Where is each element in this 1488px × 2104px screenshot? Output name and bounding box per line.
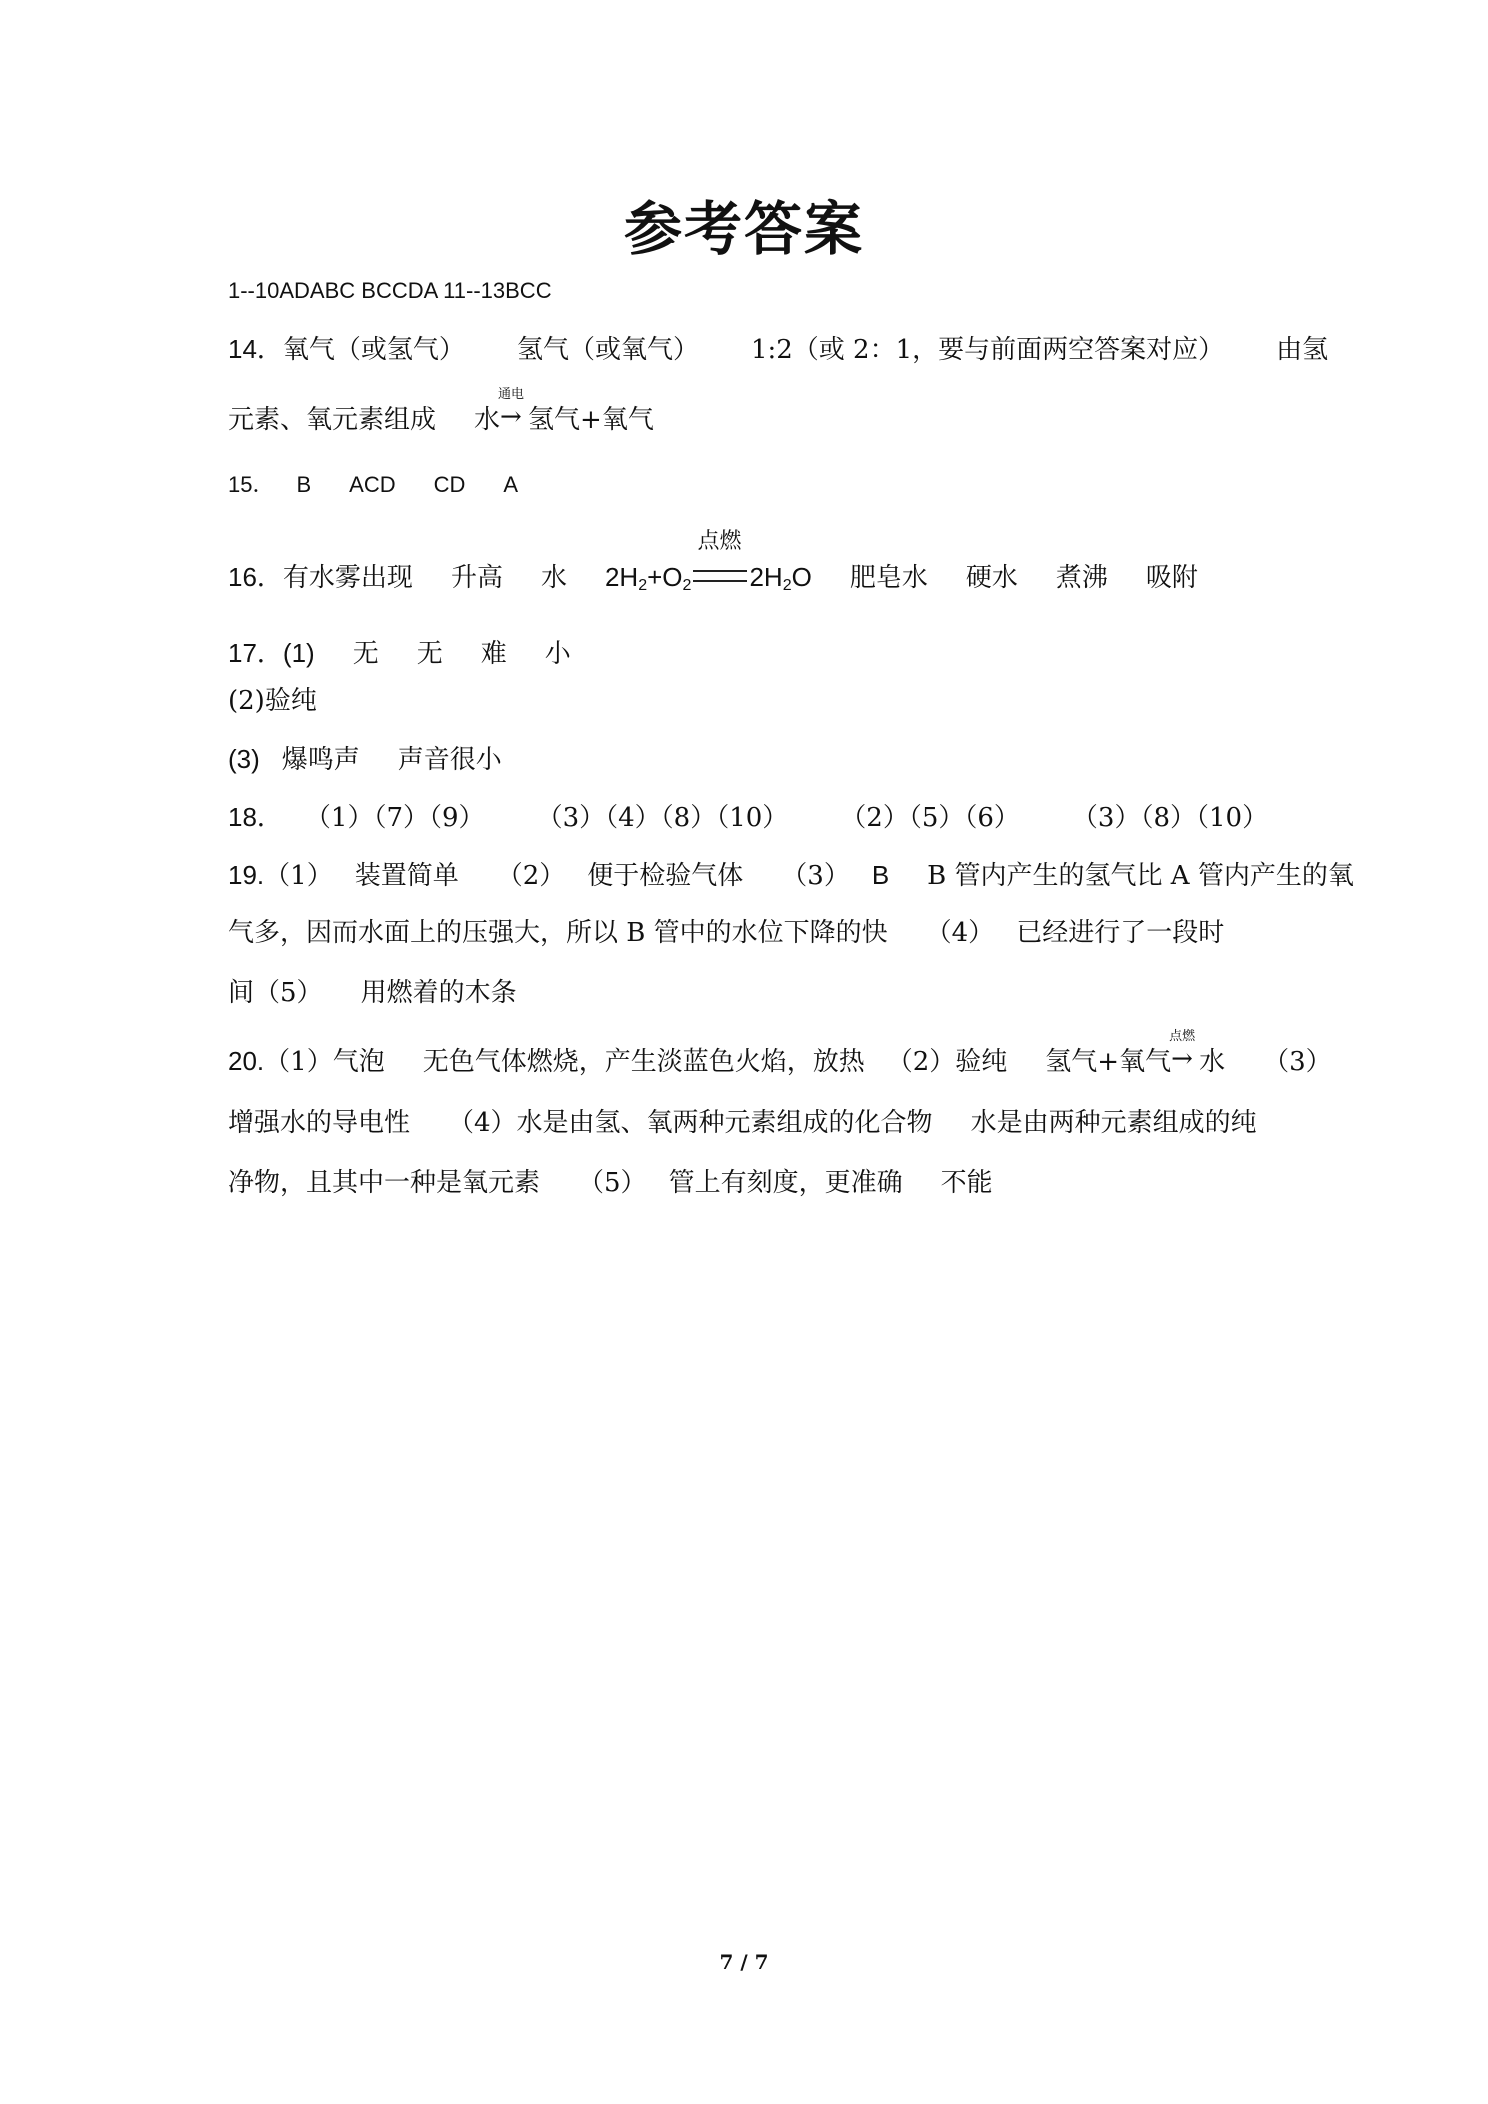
q20-answer-4b-cont: 净物，且其中一种是氧元素 (228, 1168, 541, 1198)
q14-eq-lhs: 水 (474, 405, 501, 435)
q17-number: 17． (228, 638, 283, 668)
q14-eq-condition: 通电 (498, 387, 525, 402)
q19-answer-4-cont: 间 (228, 978, 255, 1008)
q15-answer-4: A (503, 472, 519, 497)
q17-part3-label: (3) (228, 744, 260, 774)
q15-answer-3: CD (433, 472, 466, 497)
q17-answer-4: 小 (544, 639, 571, 669)
q16-eq-lhs-sub2: 2 (682, 577, 692, 594)
q19-part4-label: （4） (925, 918, 995, 948)
q16-answer-8: 吸附 (1145, 563, 1198, 593)
q20-part3-label: （3） (1263, 1047, 1332, 1077)
equals-icon (693, 570, 747, 582)
q16-eq-rhs-part2: O (791, 562, 812, 592)
q20-line-1 (228, 1029, 1332, 1077)
q20-answer-4: （4）水是由氢、氧两种元素组成的化合物 (448, 1108, 933, 1138)
q20-answer-6: 不能 (940, 1168, 993, 1198)
q20-answer-2: 验纯 (955, 1047, 1008, 1077)
q17-answer-3: 难 (480, 639, 507, 669)
q14-answer-3: 1:2（或 2：1，要与前面两空答案对应） (750, 335, 1225, 365)
q14-answer-4-cont: 元素、氧元素组成 (228, 405, 437, 435)
q18-answer-4: （3）（8）（10） (1071, 803, 1269, 833)
q20-part5-label: （5） (578, 1168, 647, 1198)
q16-eq-rhs-part1: 2H (749, 562, 783, 592)
q17-answer-2: 无 (416, 639, 443, 669)
q19-part3-label: （3） (781, 861, 850, 891)
q16-answer-7: 煮沸 (1055, 563, 1108, 593)
q20-line-3 (228, 1170, 993, 1196)
q20-answer-3: 增强水的导电性 (228, 1108, 411, 1138)
q18-answer-2: （3）（4）（8）（10） (536, 803, 789, 833)
arrow-icon: → (500, 402, 522, 432)
q18-answer-1: （1）（7）（9） (304, 803, 485, 833)
q20-line-2 (228, 1110, 1257, 1136)
q16-answer-6: 硬水 (965, 563, 1018, 593)
q14-answer-4-start: 由氢 (1276, 335, 1329, 365)
q18-number: 18． (228, 802, 283, 832)
mc-answers-line: 1--10ADABC BCCDA 11--13BCC (228, 278, 552, 303)
q20-answer-4b: 水是由两种元素组成的纯 (970, 1108, 1257, 1138)
q19-answer-3-reason: B 管内产生的氢气比 A 管内产生的氧 (927, 861, 1354, 891)
q19-number: 19. (228, 860, 265, 890)
q19-part5-label: （5） (254, 978, 323, 1008)
q16-eq-lhs-part1: 2H (604, 562, 639, 592)
q19-line-1 (228, 862, 1354, 889)
q19-answer-2: 便于检验气体 (587, 861, 744, 891)
q20-answer-1b: 无色气体燃烧，产生淡蓝色火焰，放热 (422, 1047, 865, 1077)
q19-part2-label: （2） (496, 861, 566, 891)
page-number: 7 / 7 (719, 1950, 769, 1974)
q17-part1-label: (1) (282, 638, 315, 668)
q15-answer-1: B (296, 472, 312, 497)
q17-part3-answer-2: 声音很小 (397, 745, 502, 775)
q16-answer-2: 升高 (450, 563, 503, 593)
q16-answer-1: 有水雾出现 (282, 563, 413, 593)
q20-eq-condition: 点燃 (1169, 1029, 1196, 1044)
q19-answer-4: 已经进行了一段时 (1016, 918, 1225, 948)
q16-eq-lhs-sub1: 2 (638, 577, 648, 594)
q20-part1: （1）气泡 (264, 1047, 385, 1077)
q20-eq-lhs: 氢气+氧气 (1045, 1047, 1172, 1077)
q14-eq-rhs: 氢气+氧气 (528, 405, 654, 435)
q14-reaction-arrow (498, 387, 528, 432)
q14-line-2 (228, 387, 654, 435)
q18-answer-3: （2）（5）（6） (840, 803, 1020, 833)
q14-number: 14． (228, 334, 283, 364)
q20-eq-rhs: 水 (1199, 1047, 1226, 1077)
q15-line (228, 474, 518, 496)
q17-line-2: (2)验纯 (228, 686, 317, 716)
q16-answer-3: 水 (540, 563, 567, 593)
q15-number: 15． (228, 472, 275, 497)
q16-answer-5: 肥皂水 (849, 563, 928, 593)
q19-part1-label: （1） (264, 861, 333, 891)
q19-answer-5: 用燃着的木条 (360, 978, 517, 1008)
q14-answer-1: 氧气（或氢气） (282, 335, 465, 365)
q16-reaction-equals (691, 528, 749, 588)
q20-part2-label: （2） (886, 1047, 956, 1077)
q17-part3-answer-1: 爆鸣声 (281, 745, 360, 775)
q19-reason-cont: 气多，因而水面上的压强大，所以 B 管中的水位下降的快 (228, 918, 888, 948)
q14-answer-2: 氢气（或氧气） (516, 335, 699, 365)
q16-eq-lhs-part2: +O (647, 562, 683, 592)
q17-line-3 (228, 746, 502, 773)
q16-number: 16． (228, 562, 283, 592)
page-title: 参考答案 (623, 195, 864, 263)
q18-line (228, 804, 1268, 831)
q20-reaction-arrow (1169, 1029, 1199, 1074)
q20-answer-5: 管上有刻度，更准确 (668, 1168, 903, 1198)
q16-line (228, 528, 1198, 594)
q19-answer-1: 装置简单 (354, 861, 459, 891)
q19-line-2 (228, 920, 1224, 946)
q17-line-1 (228, 640, 571, 667)
q16-equation (604, 528, 812, 594)
q17-answer-1: 无 (352, 639, 379, 669)
q14-line-1 (228, 336, 1328, 363)
q19-line-3 (228, 980, 517, 1006)
q19-answer-3: B (871, 860, 890, 890)
q20-number: 20. (228, 1046, 265, 1076)
q16-eq-condition: 点燃 (697, 528, 742, 553)
q15-answer-2: ACD (349, 472, 396, 497)
arrow-icon: → (1171, 1044, 1193, 1074)
q16-eq-rhs-sub: 2 (782, 577, 792, 594)
